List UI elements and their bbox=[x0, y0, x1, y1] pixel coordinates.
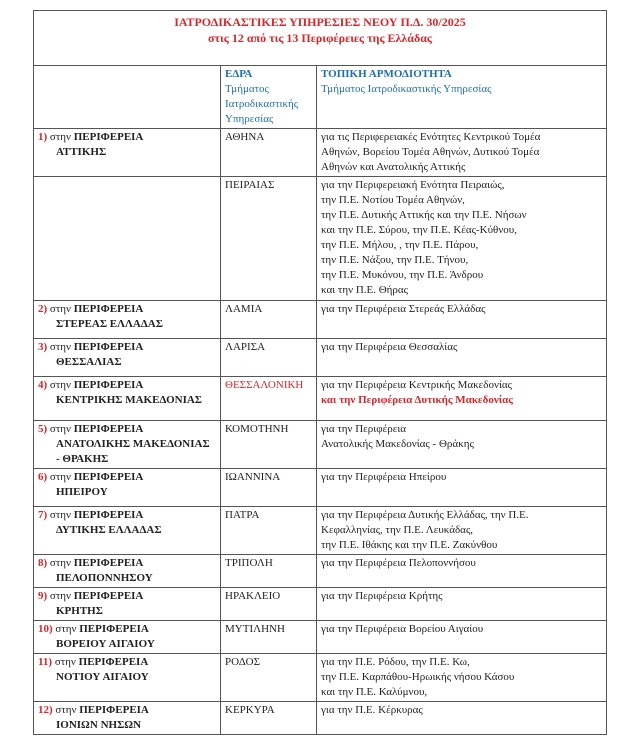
region-number: 10) bbox=[38, 623, 53, 635]
region-cell bbox=[34, 377, 221, 421]
seat-cell bbox=[221, 702, 317, 735]
jurisdiction-line: για την Περιφερειακή Ενότητα Πειραιώς, bbox=[321, 179, 505, 191]
region-label: ΠΕΡΙΦΕΡΕΙΑ bbox=[79, 704, 149, 716]
table-row bbox=[34, 301, 607, 339]
table-row bbox=[34, 555, 607, 588]
region-cell bbox=[34, 469, 221, 507]
jurisdiction-line: για τις Περιφερειακές Ενότητες Κεντρικού Τομέα bbox=[321, 131, 541, 143]
document-page bbox=[33, 10, 606, 735]
region-prefix: στην bbox=[55, 623, 77, 635]
jurisdiction-cell bbox=[317, 654, 607, 702]
region-name: ΣΤΕΡΕΑΣ ΕΛΛΑΔΑΣ bbox=[56, 318, 163, 330]
region-cell bbox=[34, 339, 221, 377]
region-cell bbox=[34, 301, 221, 339]
region-label: ΠΕΡΙΦΕΡΕΙΑ bbox=[73, 303, 144, 315]
table-row bbox=[34, 588, 607, 621]
title-line-1: ΙΑΤΡΟΔΙΚΑΣΤΙΚΕΣ ΥΠΗΡΕΣΙΕΣ ΝΕΟΥ Π.Δ. 30/2025 bbox=[174, 15, 466, 29]
jurisdiction-line: για την Περιφέρεια Κρήτης bbox=[321, 590, 443, 602]
region-number: 8) bbox=[38, 557, 48, 569]
region-first-line bbox=[38, 508, 216, 523]
seat-cell bbox=[221, 507, 317, 555]
jurisdiction-cell bbox=[317, 588, 607, 621]
seat-city: ΑΘΗΝΑ bbox=[225, 131, 265, 143]
jurisdiction-line: για την Περιφέρεια Βορείου Αιγαίου bbox=[321, 623, 484, 635]
seat-cell bbox=[221, 421, 317, 469]
jurisdiction-cell bbox=[317, 129, 607, 177]
seat-cell bbox=[221, 301, 317, 339]
jurisdiction-line: Ανατολικής Μακεδονίας - Θράκης bbox=[321, 438, 474, 450]
jurisdiction-line: για την Περιφέρεια Ηπείρου bbox=[321, 471, 447, 483]
table-row bbox=[34, 702, 607, 735]
header-seat-sub-1: Τμήματος bbox=[225, 83, 269, 95]
region-label: ΠΕΡΙΦΕΡΕΙΑ bbox=[73, 471, 144, 483]
table-row bbox=[34, 129, 607, 177]
header-jurisdiction-sub: Τμήματος Ιατροδικαστικής Υπηρεσίας bbox=[321, 83, 492, 95]
region-label: ΠΕΡΙΦΕΡΕΙΑ bbox=[73, 379, 144, 391]
jurisdiction-cell bbox=[317, 702, 607, 735]
region-cell bbox=[34, 654, 221, 702]
region-name: ΝΟΤΙΟΥ ΑΙΓΑΙΟΥ bbox=[56, 671, 149, 683]
region-name: ΗΠΕΙΡΟΥ bbox=[56, 486, 108, 498]
jurisdiction-line: την Π.Ε. Δυτικής Αττικής και την Π.Ε. Νήσων bbox=[321, 209, 527, 221]
region-number: 5) bbox=[38, 423, 48, 435]
region-prefix: στην bbox=[55, 704, 77, 716]
seat-city: ΡΟΔΟΣ bbox=[225, 656, 261, 668]
seat-city: ΚΕΡΚΥΡΑ bbox=[225, 704, 275, 716]
header-jurisdiction-title: ΤΟΠΙΚΗ ΑΡΜΟΔΙΟΤΗΤΑ bbox=[321, 68, 452, 80]
seat-city: ΛΑΜΙΑ bbox=[225, 303, 263, 315]
region-number: 6) bbox=[38, 471, 48, 483]
jurisdiction-cell bbox=[317, 555, 607, 588]
region-name: ΒΟΡΕΙΟΥ ΑΙΓΑΙΟΥ bbox=[56, 638, 155, 650]
seat-city: ΙΩΑΝΝΙΝΑ bbox=[225, 471, 281, 483]
region-number: 3) bbox=[38, 341, 48, 353]
region-first-line bbox=[38, 703, 216, 718]
region-number: 2) bbox=[38, 303, 48, 315]
region-first-line bbox=[38, 556, 216, 571]
region-prefix: στην bbox=[49, 341, 71, 353]
region-label: ΠΕΡΙΦΕΡΕΙΑ bbox=[73, 423, 144, 435]
table-row bbox=[34, 654, 607, 702]
region-first-line bbox=[38, 589, 216, 604]
jurisdiction-line: για την Περιφέρεια Δυτικής Ελλάδας, την Π.Ε. bbox=[321, 509, 529, 521]
region-number: 4) bbox=[38, 379, 48, 391]
jurisdiction-line: και την Π.Ε. Θήρας bbox=[321, 284, 409, 296]
region-label: ΠΕΡΙΦΕΡΕΙΑ bbox=[79, 623, 149, 635]
jurisdiction-line: για την Περιφέρεια Στερεάς Ελλάδας bbox=[321, 303, 486, 315]
jurisdiction-line: Αθηνών, Βορείου Τομέα Αθηνών, Δυτικού Τομέα bbox=[321, 146, 540, 158]
jurisdiction-cell bbox=[317, 377, 607, 421]
jurisdiction-line: για την Περιφέρεια Κεντρικής Μακεδονίας bbox=[321, 379, 513, 391]
region-label: ΠΕΡΙΦΕΡΕΙΑ bbox=[73, 557, 144, 569]
region-label: ΠΕΡΙΦΕΡΕΙΑ bbox=[78, 656, 149, 668]
region-label: ΠΕΡΙΦΕΡΕΙΑ bbox=[73, 509, 144, 521]
jurisdiction-cell bbox=[317, 621, 607, 654]
seat-city: ΗΡΑΚΛΕΙΟ bbox=[225, 590, 281, 602]
region-prefix: στην bbox=[49, 379, 71, 391]
seat-city: ΤΡΙΠΟΛΗ bbox=[225, 557, 273, 569]
region-prefix: στην bbox=[54, 656, 76, 668]
header-seat-sub-3: Υπηρεσίας bbox=[225, 113, 274, 125]
table-row bbox=[34, 469, 607, 507]
jurisdiction-cell bbox=[317, 507, 607, 555]
seat-city: ΚΟΜΟΤΗΝΗ bbox=[225, 423, 289, 435]
region-first-line bbox=[38, 378, 216, 393]
region-cell bbox=[34, 588, 221, 621]
region-cell bbox=[34, 507, 221, 555]
jurisdiction-extra-line: και την Περιφέρεια Δυτικής Μακεδονίας bbox=[321, 394, 513, 406]
header-row bbox=[34, 66, 607, 129]
region-prefix: στην bbox=[49, 590, 71, 602]
title-line-2: στις 12 από τις 13 Περιφέρειες της Ελλάδας bbox=[208, 31, 432, 45]
region-label: ΠΕΡΙΦΕΡΕΙΑ bbox=[73, 131, 144, 143]
seat-cell bbox=[221, 469, 317, 507]
table-row bbox=[34, 421, 607, 469]
region-label: ΠΕΡΙΦΕΡΕΙΑ bbox=[73, 590, 144, 602]
jurisdiction-line: για την Π.Ε. Ρόδου, την Π.Ε. Κω, bbox=[321, 656, 470, 668]
header-seat-title: ΕΔΡΑ bbox=[225, 68, 253, 80]
region-name: ΚΡΗΤΗΣ bbox=[56, 605, 103, 617]
jurisdiction-line: την Π.Ε. Νοτίου Τομέα Αθηνών, bbox=[321, 194, 465, 206]
seat-cell bbox=[221, 588, 317, 621]
jurisdiction-line: την Π.Ε. Ιθάκης και την Π.Ε. Ζακύνθου bbox=[321, 539, 498, 551]
seat-cell bbox=[221, 621, 317, 654]
region-first-line bbox=[38, 470, 216, 485]
region-label: ΠΕΡΙΦΕΡΕΙΑ bbox=[73, 341, 144, 353]
table-title bbox=[34, 11, 607, 66]
header-empty-cell bbox=[34, 66, 221, 129]
region-cell bbox=[34, 421, 221, 469]
region-first-line bbox=[38, 655, 216, 670]
region-name: ΔΥΤΙΚΗΣ ΕΛΛΑΔΑΣ bbox=[56, 524, 162, 536]
seat-city: ΘΕΣΣΑΛΟΝΙΚΗ bbox=[225, 379, 304, 391]
table-row bbox=[34, 507, 607, 555]
region-name: ΠΕΛΟΠΟΝΝΗΣΟΥ bbox=[56, 572, 153, 584]
region-prefix: στην bbox=[49, 557, 71, 569]
region-name: - ΘΡΑΚΗΣ bbox=[56, 453, 109, 465]
seat-city: ΛΑΡΙΣΑ bbox=[225, 341, 266, 353]
table-row bbox=[34, 621, 607, 654]
services-table bbox=[33, 10, 607, 735]
region-first-line bbox=[38, 340, 216, 355]
jurisdiction-cell bbox=[317, 421, 607, 469]
jurisdiction-line: την Π.Ε. Μήλου, , την Π.Ε. Πάρου, bbox=[321, 239, 479, 251]
region-cell bbox=[34, 621, 221, 654]
region-first-line bbox=[38, 130, 216, 145]
seat-city: ΠΕΙΡΑΙΑΣ bbox=[225, 179, 275, 191]
region-name: ΙΟΝΙΩΝ ΝΗΣΩΝ bbox=[56, 719, 142, 731]
header-seat bbox=[221, 66, 317, 129]
region-number: 12) bbox=[38, 704, 53, 716]
region-number: 9) bbox=[38, 590, 48, 602]
region-prefix: στην bbox=[49, 423, 71, 435]
jurisdiction-line: την Π.Ε. Μυκόνου, την Π.Ε. Άνδρου bbox=[321, 269, 484, 281]
jurisdiction-line: Κεφαλληνίας, την Π.Ε. Λευκάδας, bbox=[321, 524, 474, 536]
region-cell bbox=[34, 702, 221, 735]
jurisdiction-line: για την Περιφέρεια Θεσσαλίας bbox=[321, 341, 458, 353]
region-prefix: στην bbox=[49, 303, 71, 315]
seat-cell bbox=[221, 654, 317, 702]
jurisdiction-line: για την Περιφέρεια bbox=[321, 423, 407, 435]
seat-cell bbox=[221, 129, 317, 177]
region-name: ΑΤΤΙΚΗΣ bbox=[56, 146, 107, 158]
jurisdiction-cell bbox=[317, 177, 607, 301]
seat-cell bbox=[221, 339, 317, 377]
region-number: 7) bbox=[38, 509, 48, 521]
region-cell bbox=[34, 555, 221, 588]
region-cell bbox=[34, 177, 221, 301]
region-prefix: στην bbox=[49, 131, 71, 143]
seat-cell bbox=[221, 377, 317, 421]
seat-city: ΠΑΤΡΑ bbox=[225, 509, 260, 521]
jurisdiction-line: και την Π.Ε. Σύρου, την Π.Ε. Κέας-Κύθνου, bbox=[321, 224, 517, 236]
jurisdiction-line: για την Π.Ε. Κέρκυρας bbox=[321, 704, 423, 716]
table-row bbox=[34, 339, 607, 377]
region-cell bbox=[34, 129, 221, 177]
seat-city: ΜΥΤΙΛΗΝΗ bbox=[225, 623, 285, 635]
jurisdiction-line: Αθηνών και Ανατολικής Αττικής bbox=[321, 161, 466, 173]
region-number: 1) bbox=[38, 131, 48, 143]
region-first-line bbox=[38, 622, 216, 637]
region-prefix: στην bbox=[49, 509, 71, 521]
jurisdiction-cell bbox=[317, 339, 607, 377]
region-number: 11) bbox=[38, 656, 53, 668]
jurisdiction-line: την Π.Ε. Νάξου, την Π.Ε. Τήνου, bbox=[321, 254, 469, 266]
jurisdiction-line: την Π.Ε. Καρπάθου-Ηρωικής νήσου Κάσου bbox=[321, 671, 515, 683]
jurisdiction-line: και την Π.Ε. Καλύμνου, bbox=[321, 686, 428, 698]
header-seat-sub-2: Ιατροδικαστικής bbox=[225, 98, 299, 110]
title-row bbox=[34, 11, 607, 66]
seat-cell bbox=[221, 555, 317, 588]
jurisdiction-cell bbox=[317, 469, 607, 507]
header-jurisdiction bbox=[317, 66, 607, 129]
region-name: ΘΕΣΣΑΛΙΑΣ bbox=[56, 356, 122, 368]
region-first-line bbox=[38, 302, 216, 317]
region-name: ΚΕΝΤΡΙΚΗΣ ΜΑΚΕΔΟΝΙΑΣ bbox=[56, 394, 202, 406]
jurisdiction-line: για την Περιφέρεια Πελοποννήσου bbox=[321, 557, 476, 569]
region-first-line bbox=[38, 422, 216, 437]
table-row bbox=[34, 377, 607, 421]
jurisdiction-cell bbox=[317, 301, 607, 339]
seat-cell bbox=[221, 177, 317, 301]
region-name: ΑΝΑΤΟΛΙΚΗΣ ΜΑΚΕΔΟΝΙΑΣ bbox=[56, 438, 210, 450]
table-row bbox=[34, 177, 607, 301]
region-prefix: στην bbox=[49, 471, 71, 483]
